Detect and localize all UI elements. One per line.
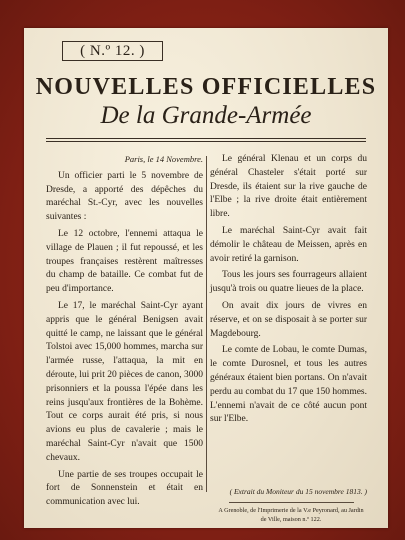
printer-imprint: A Grenoble, de l'Imprimerie de la V.e Peyronard, au Jardin de Ville, maison n.º 122. [218, 507, 364, 523]
right-column [210, 153, 367, 427]
imprint-rule [229, 502, 354, 503]
paragraph: Un officier parti le 5 novembre de Dresde, a apporté des dépêches du maréchal St.-Cyr, avec les nouvelles suivantes : [46, 170, 203, 223]
dateline: Paris, le 14 Novembre. [124, 154, 203, 164]
page-title: NOUVELLES OFFICIELLES [35, 74, 377, 100]
page-subtitle: De la Grande-Armée [100, 102, 312, 129]
left-column [46, 153, 203, 510]
header-rule-bottom [46, 141, 366, 142]
newspaper-sheet [24, 28, 388, 528]
paragraph: Le 17, le maréchal Saint-Cyr ayant appris que le général Benigsen avait quitté le camp, ne laissant que le général Tolstoi avec 15,000 hommes, marcha sur l'armée russe, l'attaqua, la mit en déroute, lui prit 20 pièces de canon, 3000 prisonniers et la poussa l'épée dans les reins jusqu'aux frontières de la Bohème. Tout ce corps aurait été pris, si nous avions eu plus de cavalerie ; mais le maréchal Saint-Cyr n'avait que 1500 chevaux. [46, 300, 203, 463]
paragraph: Le général Klenau et un corps du général Chasteler s'était porté sur Dresde, ils étaient sur la rive gauche de l'Elbe ; la rive droite était entièrement libre. [210, 154, 367, 220]
issue-number: ( N.º 12. ) [62, 41, 163, 61]
source-note: ( Extrait du Moniteur du 15 novembre 1813. ) [229, 487, 367, 496]
paragraph: Tous les jours ses fourrageurs allaient jusqu'à trois ou quatre lieues de la place. [210, 270, 367, 295]
paragraph: Le 12 octobre, l'ennemi attaqua le village de Plauen ; il fut repoussé, et les troupes françaises restèrent maîtresses du champ de bataille. Ce combat fut de peu d'importance. [46, 228, 203, 295]
paragraph: Le maréchal Saint-Cyr avait fait démolir le château de Meissen, après en avoir retiré la garnison. [210, 225, 367, 264]
paragraph: Une partie de ses troupes occupait le fort de Sonnenstein et était en communication avec lui. [46, 469, 203, 508]
header-rule-top [46, 138, 366, 139]
paragraph: Le comte de Lobau, le comte Dumas, le comte Durosnel, et tous les autres généraux étaient bien portans. On n'avait perdu au combat du 17 que 150 hommes. L'ennemi n'avait de ce côté aucun pont sur l'Elbe. [210, 345, 367, 425]
paragraph: On avait dix jours de vivres en réserve, et on se disposait à se porter sur Magdebourg. [210, 300, 367, 339]
column-divider [206, 156, 207, 492]
